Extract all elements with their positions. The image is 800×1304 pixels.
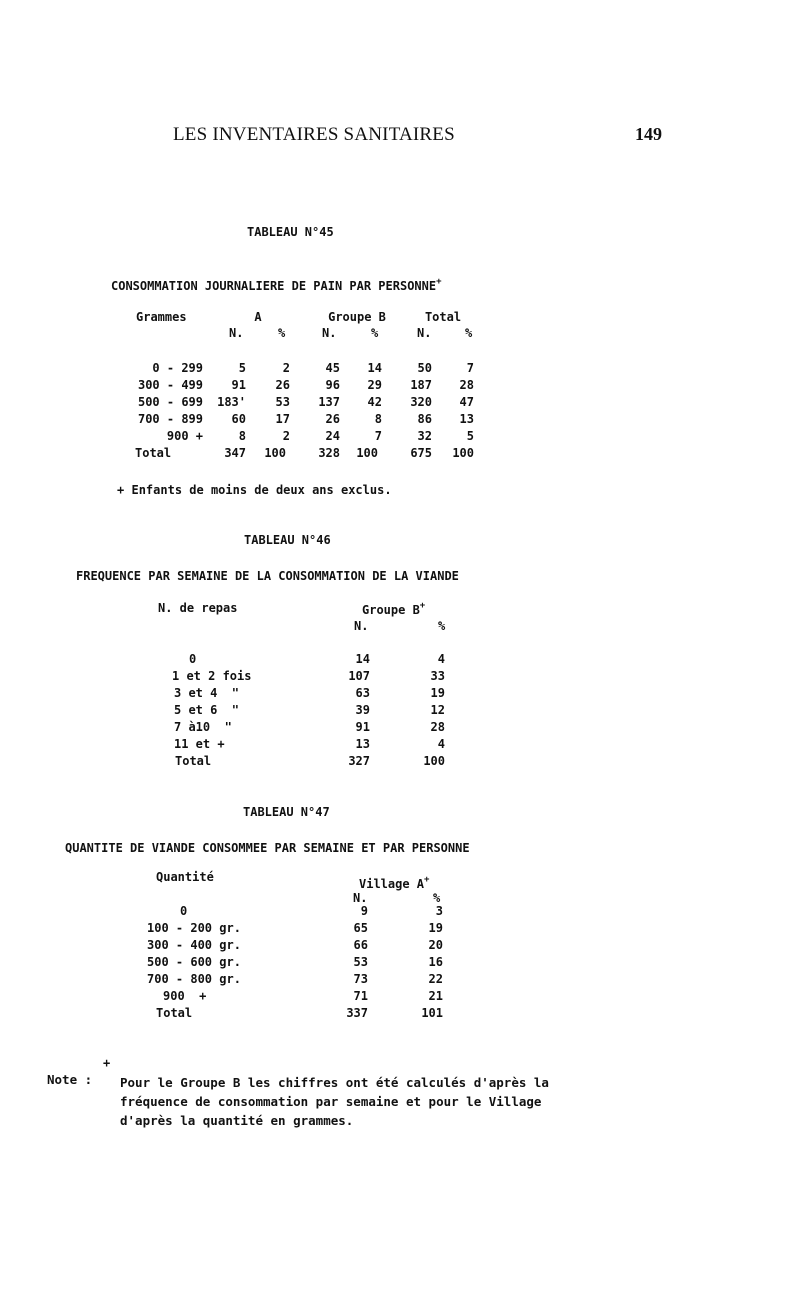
note-line: fréquence de consommation par semaine et pour le Village: [120, 1094, 542, 1109]
table-45-b-pct-header: %: [371, 326, 379, 340]
table-45-cell: 50: [417, 361, 432, 375]
table-46-label: TABLEAU N°46: [244, 533, 331, 547]
table-45-a-n-header: N.: [229, 326, 244, 340]
table-45-group-a: A: [254, 310, 262, 324]
table-45-row-label: 300 - 499: [137, 378, 203, 392]
table-46-row-label: 7 à10 ": [174, 720, 232, 734]
table-45-row-label: Total: [135, 446, 172, 460]
running-title: LES INVENTAIRES SANITAIRES: [173, 124, 455, 145]
table-46-cell: 19: [430, 686, 445, 700]
table-46-cell: 12: [430, 703, 445, 717]
table-45-cell: 47: [459, 395, 474, 409]
table-45-row-label: 0 - 299: [152, 361, 203, 375]
table-45-t-n-header: N.: [417, 326, 432, 340]
table-47-row-label: 0: [180, 904, 188, 918]
table-45-cell: 7: [466, 361, 474, 375]
table-45-footnote-text: Enfants de moins de deux ans exclus.: [131, 483, 392, 497]
table-47-cell: 101: [421, 1006, 443, 1020]
note-line: Pour le Groupe B les chiffres ont été calculés d'après la: [120, 1075, 549, 1090]
table-47-cell: 9: [360, 904, 368, 918]
table-45-cell: 14: [367, 361, 382, 375]
table-46-group-text: Groupe B: [362, 603, 420, 617]
note-line: d'après la quantité en grammes.: [120, 1113, 354, 1128]
table-45-b-n-header: N.: [322, 326, 337, 340]
table-47-cell: 337: [346, 1006, 368, 1020]
table-47-cell: 71: [353, 989, 368, 1003]
note-mark: +: [103, 1056, 111, 1070]
table-45-cell: 42: [367, 395, 382, 409]
table-45-cell: 32: [417, 429, 432, 443]
table-46-cell: 327: [348, 754, 370, 768]
table-45-cell: 2: [282, 361, 290, 375]
table-45-cell: 28: [459, 378, 474, 392]
table-47-cell: 53: [353, 955, 368, 969]
table-46-cell: 4: [437, 652, 445, 666]
table-46-row-label: 3 et 4 ": [174, 686, 240, 700]
table-47-pct-header: %: [433, 891, 441, 905]
table-45-cell: 8: [374, 412, 382, 426]
note-label: Note :: [47, 1072, 93, 1087]
table-47-row-label: 100 - 200 gr.: [147, 921, 241, 935]
table-47-cell: 65: [353, 921, 368, 935]
table-45-cell: 45: [325, 361, 340, 375]
table-46-cell: 13: [355, 737, 370, 751]
table-47-group: [359, 875, 429, 891]
table-46-row-label: 1 et 2 fois: [172, 669, 252, 683]
table-46-row-label: 0: [189, 652, 197, 666]
table-47-row-label: 900 +: [163, 989, 207, 1003]
table-45-cell: 96: [325, 378, 340, 392]
table-45-cell: 7: [374, 429, 382, 443]
table-45-cell: 100: [264, 446, 286, 460]
table-45-cell: 29: [367, 378, 382, 392]
table-45-title: [111, 277, 442, 293]
table-47-n-header: N.: [353, 891, 368, 905]
table-45-t-pct-header: %: [465, 326, 473, 340]
table-46-title: FREQUENCE PAR SEMAINE DE LA CONSOMMATION DE LA VIANDE: [76, 569, 459, 583]
table-45-cell: 5: [466, 429, 474, 443]
table-45-title-text: CONSOMMATION JOURNALIERE DE PAIN PAR PERSONNE: [111, 279, 437, 293]
table-46-cell: 39: [355, 703, 370, 717]
table-46-cell: 107: [348, 669, 370, 683]
table-45-cell: 60: [231, 412, 246, 426]
table-45-footnote: [117, 483, 392, 497]
table-45-group-total: Total: [424, 310, 462, 324]
table-47-cell: 16: [428, 955, 443, 969]
table-47-cell: 73: [353, 972, 368, 986]
table-45-cell: 26: [325, 412, 340, 426]
table-45-cell: 13: [459, 412, 474, 426]
table-45-group-b: Groupe B: [328, 310, 386, 324]
page-number: 149: [635, 124, 662, 144]
table-45-cell: 100: [356, 446, 378, 460]
table-47-row-label: 700 - 800 gr.: [147, 972, 241, 986]
table-46-cell: 4: [437, 737, 445, 751]
table-46-n-header: N.: [354, 619, 369, 633]
table-45-cell: 5: [238, 361, 246, 375]
table-47-title: QUANTITE DE VIANDE CONSOMMEE PAR SEMAINE ET PAR PERSONNE: [65, 841, 470, 855]
table-47-cell: 3: [435, 904, 443, 918]
table-46-group-mark: +: [419, 601, 426, 611]
table-45-cell: 183': [217, 395, 246, 409]
table-45-cell: 347: [224, 446, 246, 460]
table-46-row-label: 11 et +: [174, 737, 225, 751]
table-46-col-label: N. de repas: [158, 601, 238, 615]
table-47-cell: 22: [428, 972, 443, 986]
table-47-col-label: Quantité: [156, 870, 214, 884]
table-46-row-label: 5 et 6 ": [174, 703, 240, 717]
table-47-group-mark: +: [424, 875, 430, 885]
table-45-cell: 320: [410, 395, 432, 409]
table-45-cell: 2: [282, 429, 290, 443]
table-45-label: TABLEAU N°45: [247, 225, 334, 239]
table-47-row-label: 300 - 400 gr.: [147, 938, 241, 952]
table-45-row-label: 500 - 699: [137, 395, 203, 409]
table-45-cell: 187: [410, 378, 432, 392]
table-45-cell: 53: [275, 395, 290, 409]
table-45-cell: 675: [410, 446, 432, 460]
table-45-cell: 24: [325, 429, 340, 443]
table-45-cell: 8: [238, 429, 246, 443]
table-45-cell: 328: [318, 446, 340, 460]
table-47-group-text: Village A: [359, 877, 425, 891]
table-46-pct-header: %: [438, 619, 446, 633]
table-45-cell: 137: [318, 395, 340, 409]
table-45-footnote-mark: +: [117, 483, 125, 497]
table-47-cell: 19: [428, 921, 443, 935]
table-45-cell: 86: [417, 412, 432, 426]
table-45-a-pct-header: %: [278, 326, 286, 340]
table-45-cell: 26: [275, 378, 290, 392]
table-45-row-label: 900 +: [166, 429, 203, 443]
table-47-cell: 20: [428, 938, 443, 952]
table-45-cell: 100: [452, 446, 474, 460]
table-45-cell: 91: [231, 378, 246, 392]
table-47-cell: 66: [353, 938, 368, 952]
table-46-cell: 100: [423, 754, 445, 768]
table-46-cell: 63: [355, 686, 370, 700]
table-45-cell: 17: [275, 412, 290, 426]
table-45-col-grammes: Grammes: [136, 310, 187, 324]
table-45-title-mark: +: [436, 277, 442, 287]
table-47-label: TABLEAU N°47: [243, 805, 330, 819]
table-46-cell: 28: [430, 720, 445, 734]
table-47-row-label: 500 - 600 gr.: [147, 955, 241, 969]
table-46-row-label: Total: [175, 754, 212, 768]
table-47-cell: 21: [428, 989, 443, 1003]
table-46-cell: 33: [430, 669, 445, 683]
table-47-row-label: Total: [156, 1006, 193, 1020]
table-46-group: [362, 601, 425, 617]
table-46-cell: 14: [355, 652, 370, 666]
table-45-row-label: 700 - 899: [137, 412, 203, 426]
table-46-cell: 91: [355, 720, 370, 734]
